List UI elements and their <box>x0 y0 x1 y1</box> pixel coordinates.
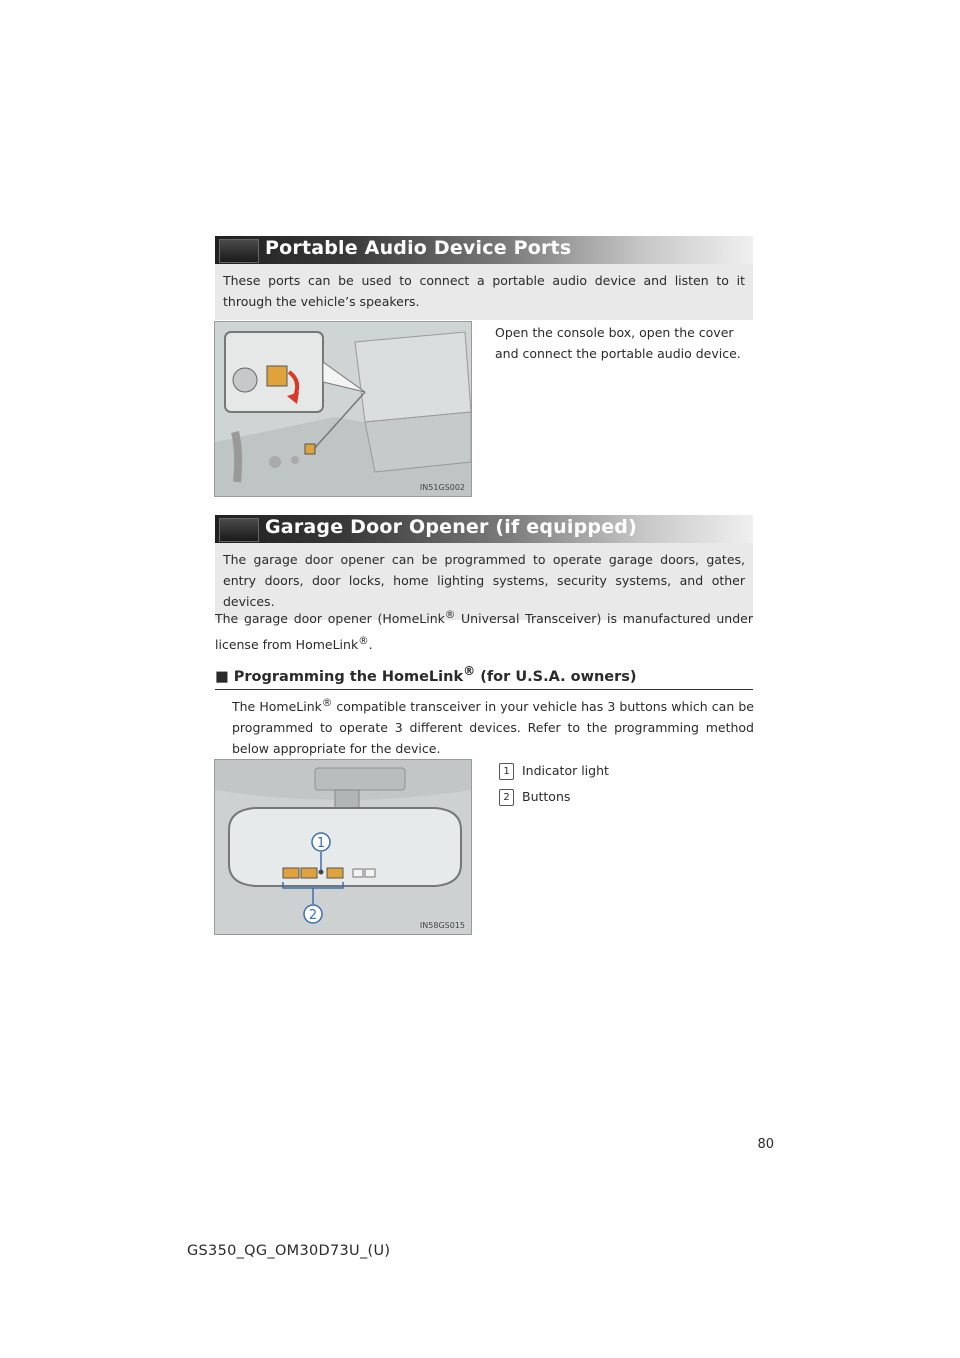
console-illustration <box>215 322 471 496</box>
registered-mark: ® <box>358 635 369 648</box>
svg-text:1: 1 <box>316 836 326 851</box>
figure-code: IN58GS015 <box>419 921 465 930</box>
figure-code: IN51GS002 <box>419 483 465 492</box>
section-intro-portable-audio: These ports can be used to connect a portable audio device and listen to it through the vehicle’s speakers. <box>215 264 753 320</box>
page-number: 80 <box>757 1137 774 1152</box>
svg-text:2: 2 <box>308 908 318 923</box>
registered-mark: ® <box>444 609 456 621</box>
section-header-portable-audio <box>215 236 753 264</box>
section-header-garage-door <box>215 515 753 543</box>
document-code: GS350_QG_OM30D73U_(U) <box>187 1243 391 1259</box>
section-title: Portable Audio Device Ports <box>265 237 572 259</box>
rearview-mirror-figure <box>214 759 472 935</box>
section-tab-marker <box>219 239 259 263</box>
section-title: Garage Door Opener (if equipped) <box>265 516 637 538</box>
garage-description: The garage door opener (HomeLink® Universal Transceiver) is manufactured under license from HomeLink®. <box>215 609 753 653</box>
registered-mark: ® <box>321 697 333 709</box>
square-bullet-icon: ■ <box>215 668 229 685</box>
console-box-figure <box>214 321 472 497</box>
portable-instruction: Open the console box, open the cover and connect the portable audio device. <box>495 325 741 361</box>
callout-number: 2 <box>499 789 514 806</box>
callout-number: 1 <box>499 763 514 780</box>
callout-buttons: 2 Buttons <box>499 786 749 807</box>
registered-mark: ® <box>463 664 476 678</box>
programming-description: The HomeLink® compatible transceiver in your vehicle has 3 buttons which can be programmed to operate 3 different devices. Refer to the programming method below appropriate for the device. <box>232 697 754 757</box>
callout-indicator-light: 1 Indicator light <box>499 760 749 781</box>
subheading-programming: ■ Programming the HomeLink® (for U.S.A. owners) <box>215 664 753 690</box>
mirror-illustration <box>215 760 471 934</box>
section-intro-garage-door: The garage door opener can be programmed to operate garage doors, gates, entry doors, door locks, home lighting systems, security systems, and other devices. <box>215 543 753 620</box>
section-tab-marker <box>219 518 259 542</box>
